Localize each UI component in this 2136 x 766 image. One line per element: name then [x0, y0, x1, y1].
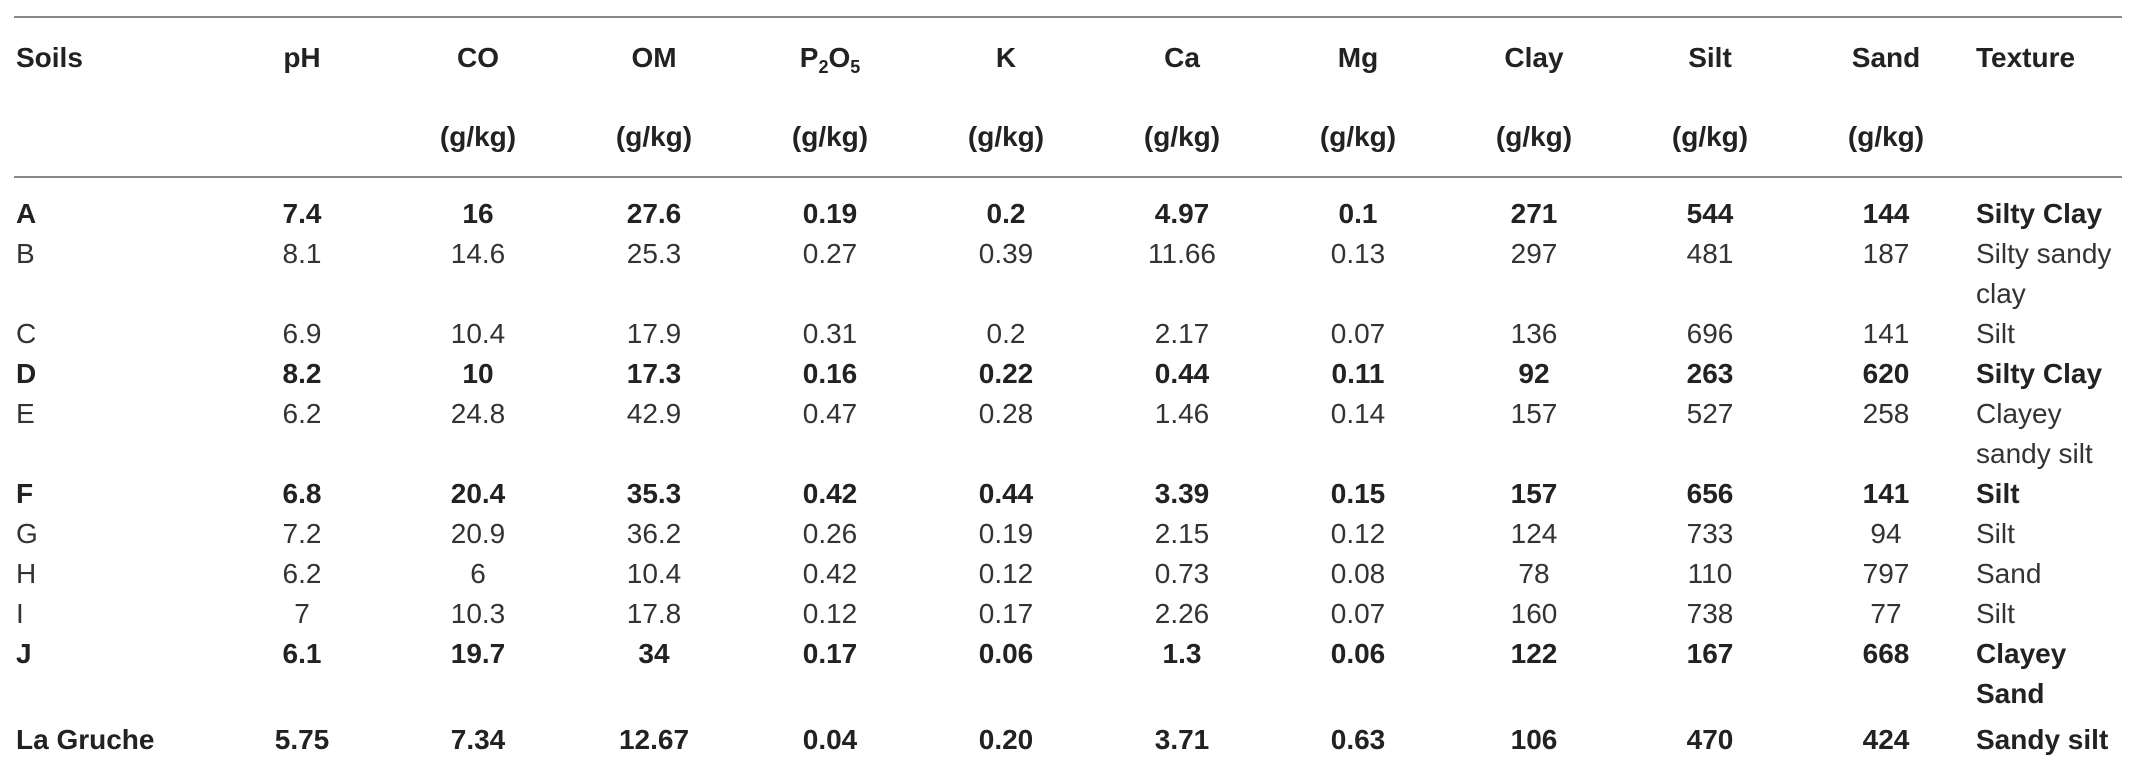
cell-k: 0.06	[978, 638, 1034, 669]
table-row-e	[14, 394, 2122, 474]
texture-line-1: Silty sandy	[1976, 238, 2112, 269]
cell-texture: Sandy silt	[1976, 724, 2109, 755]
unit-mg: (g/kg)	[1270, 98, 1446, 177]
cell-k: 0.2	[986, 318, 1026, 349]
cell-silt: 263	[1686, 358, 1734, 389]
cell-sand: 77	[1870, 598, 1902, 629]
table-row-g	[14, 514, 2122, 554]
unit-clay: (g/kg)	[1446, 98, 1622, 177]
cell-soil: J	[16, 638, 32, 669]
cell-p2o5: 0.27	[802, 238, 858, 269]
cell-k: 0.12	[978, 558, 1034, 589]
cell-soil: C	[16, 318, 37, 349]
unit-silt: (g/kg)	[1622, 98, 1798, 177]
cell-soil: A	[16, 198, 37, 229]
cell-texture: Silt	[1976, 318, 2015, 349]
cell-texture: Silt	[1976, 478, 2020, 509]
cell-clay: 124	[1510, 518, 1558, 549]
cell-texture	[1974, 394, 2122, 474]
table-row-c	[14, 314, 2122, 354]
cell-mg: 0.14	[1330, 398, 1386, 429]
cell-om: 34	[638, 638, 670, 669]
cell-mg: 0.63	[1330, 724, 1386, 755]
soil-properties-table-container	[14, 16, 2122, 766]
cell-ca: 2.26	[1154, 598, 1210, 629]
cell-ca: 4.97	[1154, 198, 1210, 229]
cell-soil: B	[16, 238, 35, 269]
cell-sand: 187	[1862, 238, 1910, 269]
texture-line-1: Clayey	[1976, 398, 2062, 429]
cell-co: 7.34	[450, 724, 506, 755]
cell-texture: Silty Clay	[1976, 198, 2103, 229]
table-row-f	[14, 474, 2122, 514]
cell-co: 24.8	[450, 398, 506, 429]
cell-ph: 7.2	[282, 518, 322, 549]
cell-mg: 0.12	[1330, 518, 1386, 549]
cell-sand: 144	[1862, 198, 1910, 229]
cell-p2o5: 0.04	[802, 724, 858, 755]
cell-om: 10.4	[626, 558, 682, 589]
cell-sand: 141	[1862, 318, 1910, 349]
cell-ca: 0.44	[1154, 358, 1210, 389]
cell-k: 0.2	[986, 198, 1026, 229]
cell-mg: 0.15	[1330, 478, 1386, 509]
cell-ca: 1.3	[1162, 638, 1202, 669]
cell-texture: Silt	[1976, 518, 2015, 549]
cell-p2o5: 0.16	[802, 358, 858, 389]
cell-co: 10.3	[450, 598, 506, 629]
unit-p2o5: (g/kg)	[742, 98, 918, 177]
cell-sand: 620	[1862, 358, 1910, 389]
table-row-la-gruche	[14, 714, 2122, 766]
cell-p2o5: 0.42	[802, 558, 858, 589]
cell-co: 20.4	[450, 478, 506, 509]
cell-ph: 6.8	[282, 478, 322, 509]
cell-om: 12.67	[618, 724, 690, 755]
table-row-a	[14, 177, 2122, 234]
cell-k: 0.44	[978, 478, 1034, 509]
cell-silt: 527	[1686, 398, 1734, 429]
cell-om: 17.8	[626, 598, 682, 629]
cell-ph: 6.2	[282, 558, 322, 589]
col-header-texture: Texture	[1974, 17, 2122, 98]
unit-ca: (g/kg)	[1094, 98, 1270, 177]
cell-clay: 297	[1510, 238, 1558, 269]
cell-texture: Silty Clay	[1976, 358, 2103, 389]
cell-ca: 1.46	[1154, 398, 1210, 429]
cell-mg: 0.08	[1330, 558, 1386, 589]
cell-co: 20.9	[450, 518, 506, 549]
cell-ph: 6.9	[282, 318, 322, 349]
units-row	[14, 98, 2122, 177]
cell-silt: 696	[1686, 318, 1734, 349]
cell-soil: F	[16, 478, 34, 509]
cell-clay: 157	[1510, 398, 1558, 429]
cell-soil: D	[16, 358, 37, 389]
cell-ca: 3.71	[1154, 724, 1210, 755]
cell-silt: 110	[1687, 558, 1733, 589]
unit-co: (g/kg)	[390, 98, 566, 177]
cell-soil: G	[16, 518, 38, 549]
cell-om: 17.9	[626, 318, 682, 349]
col-header-mg: Mg	[1270, 17, 1446, 98]
p2o5-p: P	[799, 42, 819, 73]
cell-co: 10	[462, 358, 494, 389]
cell-co: 16	[462, 198, 494, 229]
col-header-om: OM	[566, 17, 742, 98]
cell-om: 25.3	[626, 238, 682, 269]
cell-silt: 733	[1686, 518, 1734, 549]
cell-p2o5: 0.47	[802, 398, 858, 429]
cell-soil: La Gruche	[16, 724, 155, 755]
table-row-h	[14, 554, 2122, 594]
cell-sand: 424	[1862, 724, 1910, 755]
cell-silt: 656	[1686, 478, 1734, 509]
cell-ph: 6.2	[282, 398, 322, 429]
cell-p2o5: 0.42	[802, 478, 858, 509]
cell-k: 0.19	[978, 518, 1034, 549]
cell-sand: 258	[1862, 398, 1910, 429]
table-row-b	[14, 234, 2122, 314]
col-header-k: K	[918, 17, 1094, 98]
col-header-co: CO	[390, 17, 566, 98]
cell-ca: 3.39	[1154, 478, 1210, 509]
cell-k: 0.22	[978, 358, 1034, 389]
col-header-silt: Silt	[1622, 17, 1798, 98]
unit-empty-ph	[214, 98, 390, 177]
cell-silt: 167	[1686, 638, 1734, 669]
soil-properties-table	[14, 16, 2122, 766]
unit-sand: (g/kg)	[1798, 98, 1974, 177]
cell-p2o5: 0.19	[802, 198, 858, 229]
cell-clay: 78	[1518, 558, 1550, 589]
cell-k: 0.20	[978, 724, 1034, 755]
p2o5-sub-5: 5	[850, 57, 861, 77]
cell-mg: 0.1	[1338, 198, 1378, 229]
col-header-ca: Ca	[1094, 17, 1270, 98]
cell-om: 35.3	[626, 478, 682, 509]
cell-soil: I	[16, 598, 24, 629]
cell-k: 0.39	[978, 238, 1034, 269]
cell-mg: 0.07	[1330, 318, 1386, 349]
cell-mg: 0.07	[1330, 598, 1386, 629]
texture-line-2: sandy silt	[1976, 438, 2093, 469]
cell-p2o5: 0.31	[802, 318, 858, 349]
cell-ca: 2.17	[1154, 318, 1210, 349]
cell-clay: 271	[1510, 198, 1558, 229]
cell-silt: 481	[1686, 238, 1734, 269]
cell-om: 36.2	[626, 518, 682, 549]
cell-sand: 797	[1862, 558, 1910, 589]
cell-k: 0.28	[978, 398, 1034, 429]
unit-om: (g/kg)	[566, 98, 742, 177]
cell-clay: 160	[1510, 598, 1558, 629]
p2o5-sub-2: 2	[818, 57, 829, 77]
cell-mg: 0.11	[1331, 358, 1385, 389]
cell-ph: 8.2	[282, 358, 322, 389]
cell-om: 27.6	[626, 198, 682, 229]
cell-clay: 136	[1510, 318, 1558, 349]
cell-sand: 668	[1862, 638, 1910, 669]
cell-co: 14.6	[450, 238, 506, 269]
cell-om: 42.9	[626, 398, 682, 429]
cell-mg: 0.06	[1330, 638, 1386, 669]
table-row-d	[14, 354, 2122, 394]
col-header-ph: pH	[214, 17, 390, 98]
cell-soil: E	[16, 398, 35, 429]
col-header-sand: Sand	[1798, 17, 1974, 98]
cell-p2o5: 0.26	[802, 518, 858, 549]
cell-clay: 92	[1518, 358, 1550, 389]
texture-line-2: clay	[1976, 278, 2026, 309]
unit-empty-texture	[1974, 98, 2122, 177]
cell-texture: Sand	[1976, 558, 2042, 589]
table-row-i	[14, 594, 2122, 634]
cell-texture	[1974, 234, 2122, 314]
cell-clay: 157	[1510, 478, 1558, 509]
cell-silt: 738	[1686, 598, 1734, 629]
p2o5-o: O	[828, 42, 851, 73]
cell-silt: 544	[1686, 198, 1734, 229]
cell-k: 0.17	[978, 598, 1034, 629]
cell-ph: 5.75	[274, 724, 330, 755]
cell-sand: 141	[1862, 478, 1910, 509]
cell-ca: 2.15	[1154, 518, 1210, 549]
cell-p2o5: 0.17	[802, 638, 858, 669]
cell-sand: 94	[1870, 518, 1902, 549]
unit-k: (g/kg)	[918, 98, 1094, 177]
cell-ph: 6.1	[282, 638, 322, 669]
header-row	[14, 17, 2122, 98]
cell-texture: Clayey Sand	[1976, 638, 2067, 709]
cell-mg: 0.13	[1330, 238, 1386, 269]
cell-silt: 470	[1686, 724, 1734, 755]
col-header-soils: Soils	[14, 17, 214, 98]
cell-soil: H	[16, 558, 37, 589]
cell-texture: Silt	[1976, 598, 2015, 629]
cell-om: 17.3	[626, 358, 682, 389]
cell-co: 6	[470, 558, 486, 589]
cell-ph: 8.1	[282, 238, 322, 269]
cell-co: 10.4	[450, 318, 506, 349]
cell-clay: 122	[1510, 638, 1558, 669]
cell-ph: 7	[294, 598, 310, 629]
cell-co: 19.7	[450, 638, 506, 669]
col-header-p2o5	[742, 17, 918, 98]
cell-p2o5: 0.12	[802, 598, 858, 629]
cell-ca: 11.66	[1148, 238, 1216, 269]
col-header-clay: Clay	[1446, 17, 1622, 98]
cell-clay: 106	[1510, 724, 1558, 755]
cell-ph: 7.4	[282, 198, 322, 229]
cell-ca: 0.73	[1154, 558, 1210, 589]
table-row-j	[14, 634, 2122, 714]
unit-empty-soils	[14, 98, 214, 177]
